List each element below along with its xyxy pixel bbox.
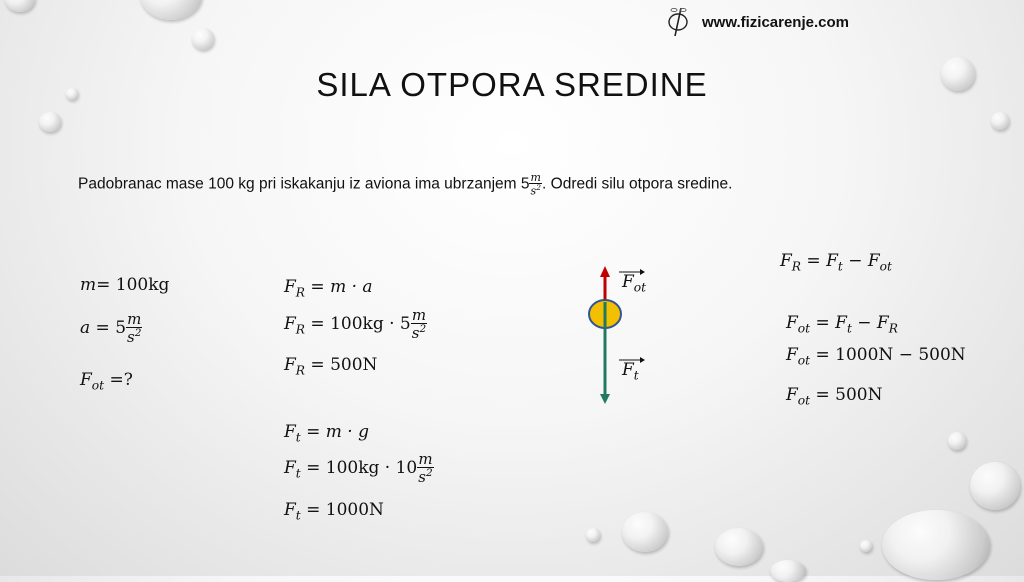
- site-logo[interactable]: [660, 6, 849, 38]
- gravity-force-arrowhead: [600, 394, 610, 404]
- logo-text: www.fizicarenje.com: [702, 13, 849, 31]
- problem-text-end: . Odredi silu otpora sredine.: [542, 175, 733, 193]
- water-drop: [882, 510, 990, 580]
- given-acceleration: a = 5 $\frac{m}{s^2}$: [80, 310, 142, 346]
- gravity-force-label: $F_t$: [622, 360, 639, 382]
- resultant-result: $F_R = 500N$: [284, 355, 378, 378]
- resultant-formula: $F_R = m \cdot a$: [284, 277, 373, 300]
- water-drop: [970, 462, 1020, 510]
- drag-force-arrowhead: [600, 266, 610, 277]
- water-drop: [860, 540, 872, 552]
- water-drop: [5, 0, 35, 12]
- water-drop: [586, 528, 600, 542]
- gravity-substitution: $F_t = 100kg \cdot 10$ $\frac{m}{s^2}$: [284, 450, 433, 486]
- acceleration-unit-fraction: $\frac{m}{s^2}$: [530, 171, 542, 198]
- problem-text: Padobranac mase 100 kg pri iskakanju iz aviona ima ubrzanjem 5: [78, 175, 530, 193]
- unknown-drag-force: $F_{ot}$ =?: [80, 370, 133, 393]
- atom-phi-icon: [660, 6, 696, 38]
- given-mass: m= 100kg: [80, 275, 170, 295]
- water-drop: [991, 112, 1009, 130]
- water-drop: [140, 0, 202, 20]
- water-drop: [192, 28, 214, 50]
- resultant-substitution: $F_R = 100kg \cdot 5$ $\frac{m}{s^2}$: [284, 306, 427, 342]
- water-drop: [39, 112, 61, 132]
- water-drop: [715, 528, 763, 566]
- slide-title: SILA OTPORA SREDINE: [316, 66, 708, 103]
- gravity-formula: $F_t = m \cdot g$: [284, 422, 369, 445]
- problem-statement: [78, 172, 732, 197]
- drag-force-label: $F_{ot}$: [622, 272, 646, 294]
- solution-drag-result: $F_{ot} = 500N$: [786, 385, 883, 408]
- gravity-result: $F_t = 1000N$: [284, 500, 384, 523]
- water-drop: [622, 512, 668, 552]
- water-drop: [770, 560, 806, 582]
- solution-drag-substitution: $F_{ot} = 1000N - 500N$: [786, 345, 966, 368]
- solution-drag-formula: $F_{ot} = F_t - F_R$: [786, 313, 898, 336]
- water-drop: [948, 432, 966, 450]
- solution-net-force: $F_R = F_t - F_{ot}$: [780, 251, 892, 274]
